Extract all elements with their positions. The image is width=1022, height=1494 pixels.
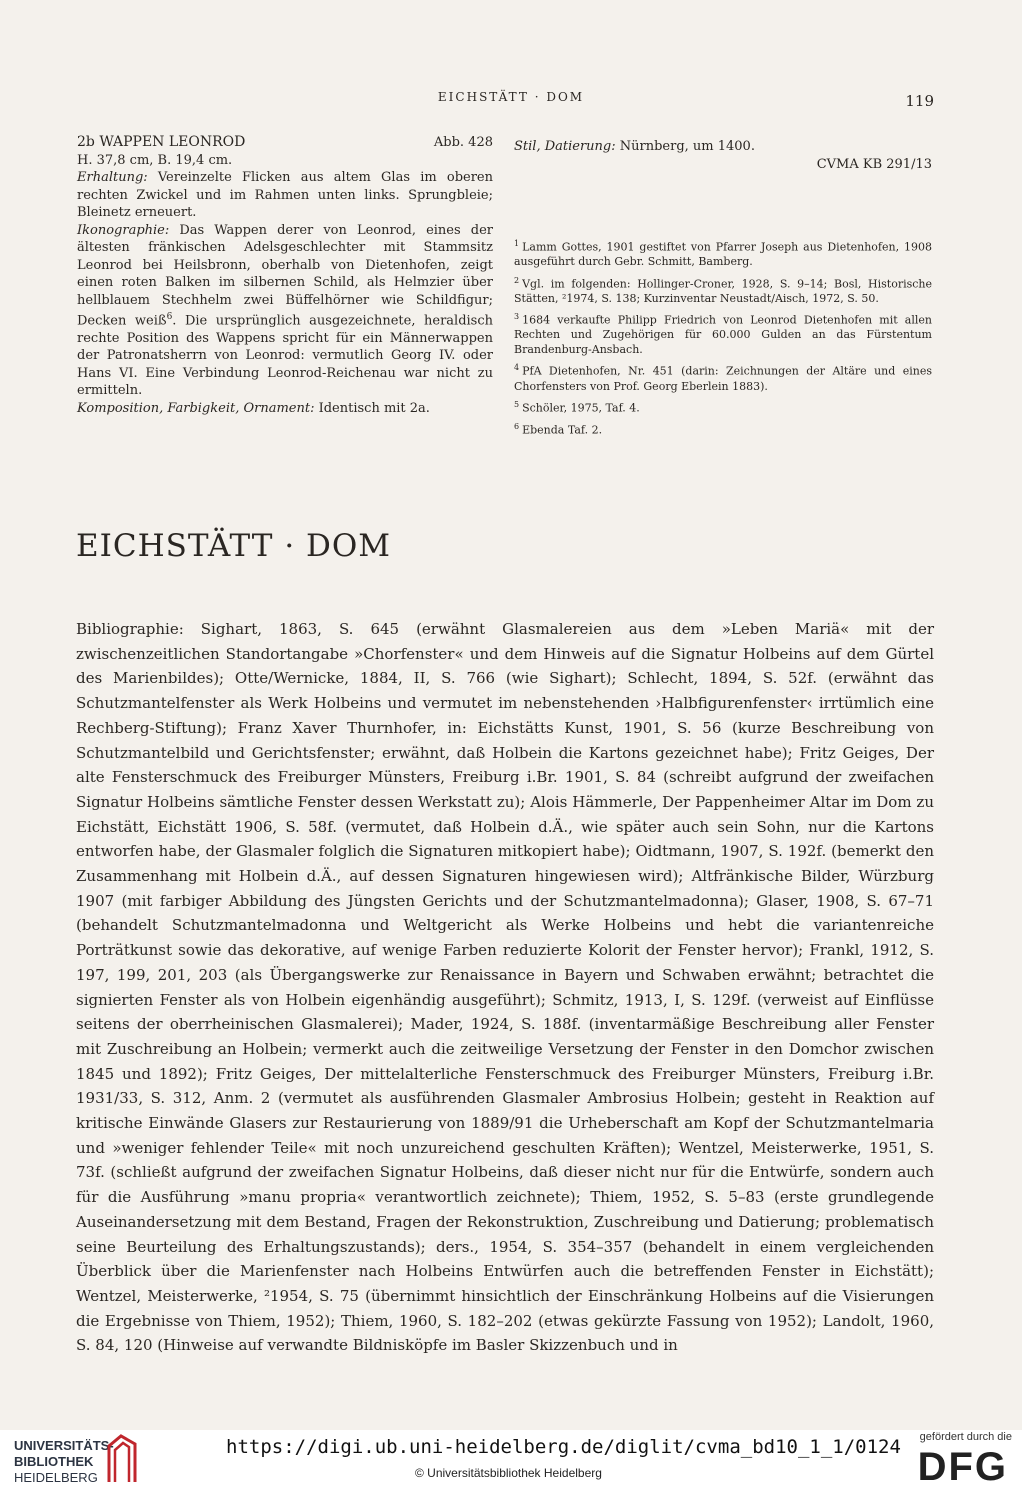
erhaltung-text: Vereinzelte Flicken aus altem Glas im oberen rechten Zwickel und im Rahmen unten links. Sprungbleie; Bleinetz erneuert. [77, 170, 493, 220]
ikonographie-text: Das Wappen derer von Leonrod, eines der ältesten fränkischen Adelsgeschlechter mit Stammsitz Leonrod bei Heilsbronn, oberhalb von Dietenhofen, zeigt einen roten Balken im silbernen Schild, als Helmzier über hellblauem Stechhelm zwei Büffelhörner wie Schildfigur; Decken weiß [77, 222, 493, 329]
ikonographie-text-cont: . Die ursprünglich ausgezeichnete, heraldisch rechte Position des Wappens spricht für ein Männerwappen der Patronatsherrn von Leonrod: vermutlich Georg IV. oder Hans VI. Eine Verbindung Leonrod-Reichenau war nicht zu ermitteln. [77, 313, 493, 399]
logo-line: UNIVERSITÄTS- [14, 1438, 114, 1453]
funding-note: gefördert durch die [919, 1431, 1012, 1443]
dimensions: H. 37,8 cm, B. 19,4 cm. [77, 152, 233, 168]
footnote-number: 1 [514, 239, 520, 248]
entry-title: 2b WAPPEN LEONROD [77, 134, 246, 150]
footnote-number: 3 [514, 312, 520, 322]
komposition-label: Komposition, Farbigkeit, Ornament: [77, 400, 315, 416]
stil-text: Nürnberg, um 1400. [615, 139, 755, 154]
footnote-text: Lamm Gottes, 1901 gestiftet von Pfarrer Joseph aus Dietenhofen, 1908 ausgeführt durch Gebr. Schmitt, Bamberg. [514, 240, 932, 269]
viewer-footer [0, 1430, 1022, 1494]
ikonographie-paragraph [77, 222, 493, 400]
footnote-text: PfA Dietenhofen, Nr. 451 (darin: Zeichnungen der Altäre und eines Chorfensters von Prof. Georg Eberlein 1883). [514, 365, 932, 393]
footnote [514, 237, 932, 270]
erhaltung-label: Erhaltung: [77, 170, 148, 185]
footnote [514, 420, 932, 438]
footnote-number: 4 [514, 363, 520, 373]
left-column [77, 134, 493, 417]
footnote-text: Ebenda Taf. 2. [522, 423, 603, 437]
footnote [514, 361, 932, 394]
copyright-notice: © Universitätsbibliothek Heidelberg [415, 1466, 602, 1480]
page-number: 119 [905, 92, 934, 110]
permalink[interactable]: https://digi.ub.uni-heidelberg.de/diglit/cvma_bd10_1_1/0124 [226, 1436, 901, 1458]
footnote-text: Schöler, 1975, Taf. 4. [522, 401, 640, 415]
running-title: EICHSTÄTT · DOM [437, 90, 585, 104]
right-column [514, 138, 932, 442]
footnote-text: Vgl. im folgenden: Hollinger-Croner, 1928, S. 9–14; Bosl, Historische Stätten, ²1974, S. 138; Kurzinventar Neustadt/Aisch, 1972, S. 50. [514, 277, 932, 305]
entry-heading [77, 134, 493, 152]
footnote-number: 2 [514, 275, 520, 285]
dfg-logo[interactable]: DFG [917, 1445, 1008, 1489]
logo-line: HEIDELBERG [14, 1470, 98, 1485]
logo-line: BIBLIOTHEK [14, 1454, 94, 1469]
footnote-text: 1684 verkaufte Philipp Friedrich von Leonrod Dietenhofen mit allen Rechten und Zugehörigen für 60.000 Gulden an das Fürstentum Brandenburg-Ansbach. [514, 313, 932, 356]
stil-paragraph [514, 138, 932, 156]
footnote-number: 6 [514, 422, 520, 432]
footnote [514, 398, 932, 416]
ikonographie-label: Ikonographie: [77, 222, 170, 238]
footnotes [514, 237, 932, 438]
erhaltung-paragraph [77, 169, 493, 222]
bibliography-paragraph: Bibliographie: Sighart, 1863, S. 645 (erwähnt Glasmalereien aus dem »Leben Mariä« mit der zwischenzeitlichen Standortangabe »Chorfenster« und dem Hinweis auf die Signatur Holbeins auf dem Gürtel des Marienbildes); Otte/Wernicke, 1884, II, S. 766 (wie Sighart); Schlecht, 1894, S. 52f. (erwähnt das Schutzmantelfenster als Werk Holbeins und vermutet im nebenstehenden ›Halbfigurenfenster‹ irrtümlich eine Rechberg-Stiftung); Franz Xaver Thurnhofer, in: Eichstätts Kunst, 1901, S. 56 (kurze Beschreibung von Schutzmantelbild und Gerichtsfenster; erwähnt, daß Holbein die Kartons gezeichnet habe); Fritz Geiges, Der alte Fensterschmuck des Freiburger Münsters, Freiburg i.Br. 1901, S. 84 (schreibt aufgrund der zweifachen Signatur Holbeins sämtliche Fenster dessen Werkstatt zu); Alois Hämmerle, Der Pappenheimer Altar im Dom zu Eichstätt, Eichstätt 1906, S. 58f. (vermutet, daß Holbein d.Ä., wie später auch sein Sohn, nur die Kartons entworfen habe, der Glasmaler folglich die Signaturen mitkopiert habe); Oidtmann, 1907, S. 192f. (bemerkt den Zusammenhang mit Holbein d.Ä., auf dessen Signaturen hingewiesen wird); Altfränkische Bilder, Würzburg 1907 (mit farbiger Abbildung des Jüngsten Gerichts und der Schutzmantelmadonna); Glaser, 1908, S. 67–71 (behandelt Schutzmantelmadonna und Weltgericht als Werke Holbeins und hebt die variantenreiche Porträtkunst sowie das dekorative, auf wenige Farben reduzierte Kolorit der Fenster hervor); Frankl, 1912, S. 197, 199, 201, 203 (als Übergangswerke zur Renaissance in Bayern und Schwaben erwähnt; betrachtet die signierten Fenster als von Holbein eigenhändig ausgeführt); Schmitz, 1913, I, S. 129f. (verweist auf Einflüsse seitens der oberrheinischen Glasmalerei); Mader, 1924, S. 188f. (inventarmäßige Beschreibung aller Fenster mit Zuschreibung an Holbein; vermerkt auch die zeitweilige Versetzung der Fenster in den Domchor zwischen 1845 und 1892); Fritz Geiges, Der mittelalterliche Fensterschmuck des Freiburger Münsters, Freiburg i.Br. 1931/33, S. 312, Anm. 2 (vermutet als ausführenden Glasmaler Ambrosius Holbein; gesteht in Reaktion auf kritische Einwände Glasers zur Restaurierung von 1889/91 die Urheberschaft am Kopf der Schutzmantelmaria und »weniger fehlender Teile« mit noch unzureichend geschulten Kräften); Wentzel, Meisterwerke, 1951, S. 73f. (schließt aufgrund der zweifachen Signatur Holbeins, daß dieser nicht nur für die Entwürfe, sondern auch für die Ausführung »manu propria« verantwortlich zeichnete); Thiem, 1952, S. 5–83 (erste grundlegende Auseinandersetzung mit dem Bestand, Fragen der Rekonstruktion, Zuschreibung und Datierung; problematisch seine Beurteilung des Erhaltungszustands); ders., 1954, S. 354–357 (behandelt in einem vergleichenden Überblick über die Marienfenster nach Holbeins Entwürfen auch die betreffenden Fenster in Eichstätt); Wentzel, Meisterwerke, ²1954, S. 75 (übernimmt hinsichtlich der Einschränkung Holbeins auf die Visierungen die Ergebnisse von Thiem, 1952); Thiem, 1960, S. 182–202 (etwas gekürzte Fassung von 1952); Landolt, 1960, S. 84, 120 (Hinweise auf verwandte Bildnisköpfe im Basler Skizzenbuch und in [76, 620, 934, 1355]
stil-label: Stil, Datierung: [514, 139, 616, 154]
library-logo[interactable] [14, 1438, 114, 1486]
footnote [514, 274, 932, 307]
footnote [514, 310, 932, 357]
komposition-paragraph [77, 400, 493, 418]
figure-reference: Abb. 428 [433, 135, 493, 150]
library-seal-icon [105, 1432, 139, 1486]
cvma-number: CVMA KB 291/13 [816, 156, 932, 172]
section-title: EICHSTÄTT · DOM [76, 528, 392, 564]
footnote-ref: 6 [166, 312, 173, 322]
footnote-number: 5 [514, 400, 520, 410]
komposition-text: Identisch mit 2a. [314, 400, 430, 416]
